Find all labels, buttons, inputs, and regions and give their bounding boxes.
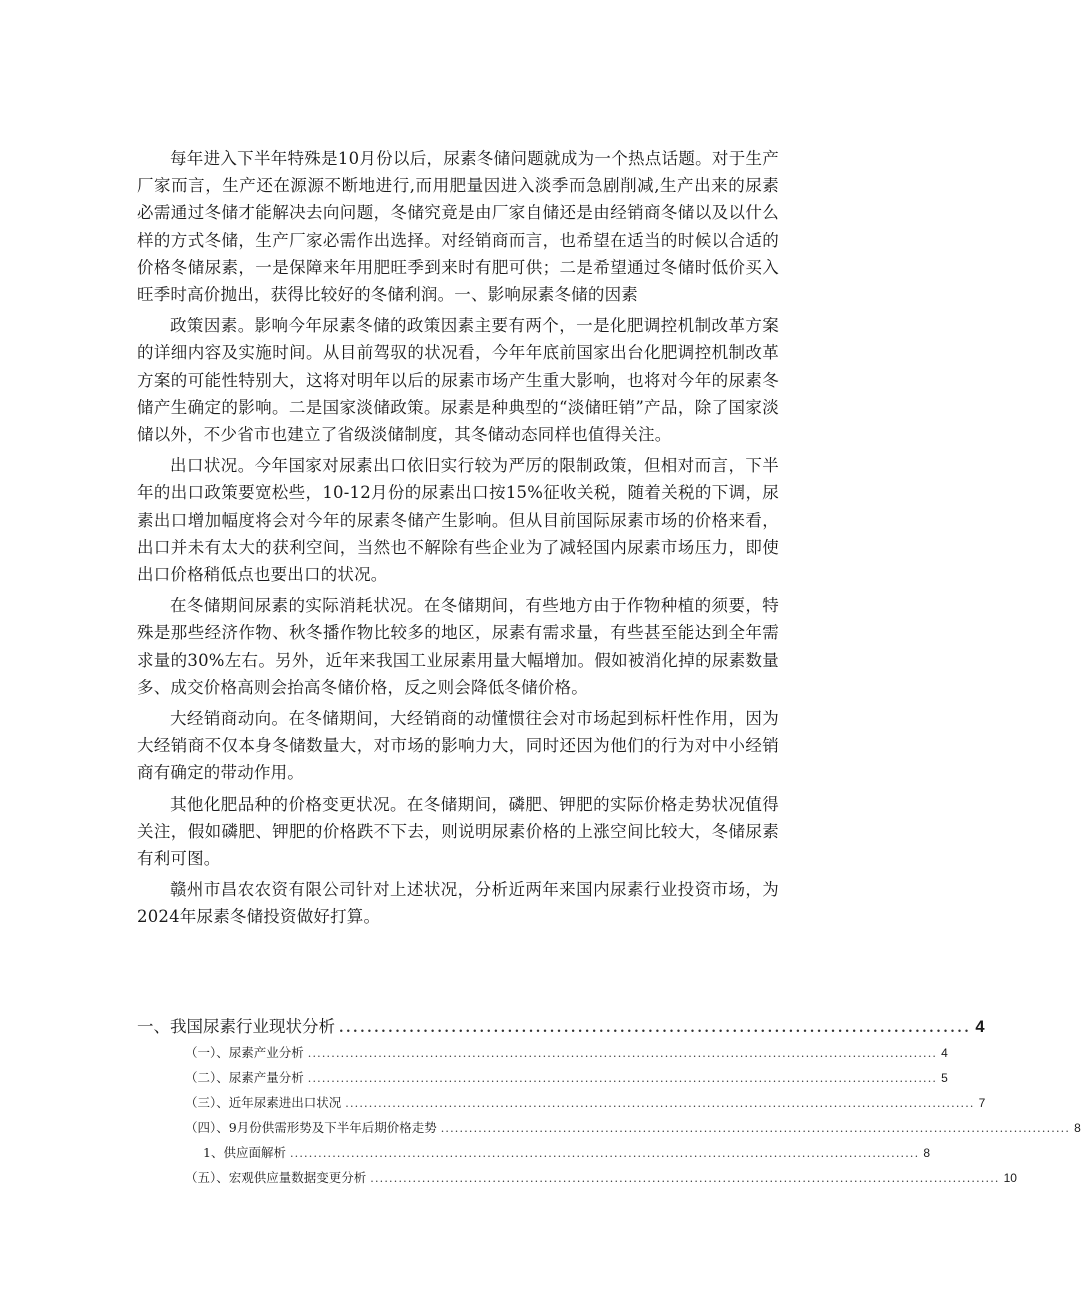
toc-page-number: 8	[1074, 1121, 1081, 1135]
toc-entry-label: （五）、宏观供应量数据变更分析	[185, 1170, 367, 1185]
toc-dot-leader: ......................................................................................................................................	[307, 1072, 938, 1085]
toc-entry[interactable]	[137, 1090, 986, 1115]
toc-entry[interactable]	[137, 1014, 985, 1040]
toc-entry-label: （三）、近年尿素进出口状况	[185, 1095, 342, 1110]
toc-page-number: 5	[941, 1071, 948, 1085]
toc-entry-label: （二）、尿素产量分析	[185, 1070, 304, 1085]
table-of-contents	[137, 1014, 1081, 1190]
paragraph-policy: 政策因素。影响今年尿素冬储的政策因素主要有两个，一是化肥调控机制改革方案的详细内容及实施时间。从目前驾驭的状况看，今年年底前国家出台化肥调控机制改革方案的可能性特别大，这将对明年以后的尿素市场产生重大影响，也将对今年的尿素冬储产生确定的影响。二是国家淡储政策。尿素是种典型的“淡储旺销”产品，除了国家淡储以外，不少省市也建立了省级淡储制度，其冬储动态同样也值得关注。	[137, 316, 779, 445]
toc-entry-label: （四）、9月份供需形势及下半年后期价格走势	[185, 1120, 437, 1135]
paragraph-dealers: 大经销商动向。在冬储期间，大经销商的动懂惯往会对市场起到标杆性作用，因为大经销商不仅本身冬储数量大，对市场的影响力大，同时还因为他们的行为对中小经销商有确定的带动作用。	[137, 709, 779, 783]
toc-dot-leader: ......................................................................................................................................	[289, 1147, 920, 1160]
toc-page-number: 7	[978, 1096, 986, 1110]
paragraph-export: 出口状况。今年国家对尿素出口依旧实行较为严厉的限制政策，但相对而言，下半年的出口政策要宽松些，10-12月份的尿素出口按15%征收关税，随着关税的下调，尿素出口增加幅度将会对今年的尿素冬储产生影响。但从目前国际尿素市场的价格来看，出口并未有太大的获利空间，当然也不解除有些企业为了减轻国内尿素市场压力，即使出口价格稍低点也要出口的状况。	[137, 456, 779, 585]
toc-dot-leader: ......................................................................................................................................	[307, 1047, 938, 1060]
paragraph-intro: 每年进入下半年特殊是10月份以后，尿素冬储问题就成为一个热点话题。对于生产厂家而言，生产还在源源不断地进行,而用肥量因进入淡季而急剧削减,生产出来的尿素必需通过冬储才能解决去向问题，冬储究竟是由厂家自储还是由经销商冬储以及以什么样的方式冬储，生产厂家必需作出选择。对经销商而言，也希望在适当的时候以合适的价格冬储尿素，一是保障来年用肥旺季到来时有肥可供；二是希望通过冬储时低价买入旺季时高价抛出，获得比较好的冬储利润。一、影响尿素冬储的因素	[137, 149, 779, 305]
toc-entry[interactable]	[137, 1140, 930, 1165]
toc-entry-label: 1、供应面解析	[203, 1145, 286, 1160]
toc-dot-leader: ......................................................................................................................................	[370, 1172, 1000, 1185]
toc-dot-leader: ..........................................................................................	[339, 1021, 972, 1036]
toc-dot-leader: ......................................................................................................................................	[345, 1097, 975, 1110]
toc-entry[interactable]	[137, 1165, 1017, 1190]
toc-entry-label: 一、我国尿素行业现状分析	[137, 1017, 335, 1036]
toc-page-number: 4	[941, 1046, 948, 1060]
toc-entry[interactable]	[137, 1040, 948, 1065]
toc-dot-leader: ......................................................................................................................................	[440, 1122, 1071, 1135]
toc-entry[interactable]	[137, 1065, 948, 1090]
toc-page-number: 10	[1003, 1171, 1017, 1185]
toc-page-number: 4	[975, 1018, 985, 1036]
toc-entry[interactable]	[137, 1115, 1081, 1140]
paragraph-other-fertilizers: 其他化肥品种的价格变更状况。在冬储期间，磷肥、钾肥的实际价格走势状况值得关注，假如磷肥、钾肥的价格跌不下去，则说明尿素价格的上涨空间比较大，冬储尿素有利可图。	[137, 794, 779, 869]
toc-page-number: 8	[923, 1146, 930, 1160]
document-body	[137, 145, 779, 935]
toc-entry-label: （一）、尿素产业分析	[185, 1045, 304, 1060]
paragraph-company: 赣州市昌农农资有限公司针对上述状况，分析近两年来国内尿素行业投资市场，为2024年尿素冬储投资做好打算。	[137, 880, 779, 927]
paragraph-consumption: 在冬储期间尿素的实际消耗状况。在冬储期间，有些地方由于作物种植的须要，特殊是那些经济作物、秋冬播作物比较多的地区，尿素有需求量，有些甚至能达到全年需求量的30%左右。另外，近年来我国工业尿素用量大幅增加。假如被消化掉的尿素数量多、成交价格高则会抬高冬储价格，反之则会降低冬储价格。	[137, 596, 779, 697]
